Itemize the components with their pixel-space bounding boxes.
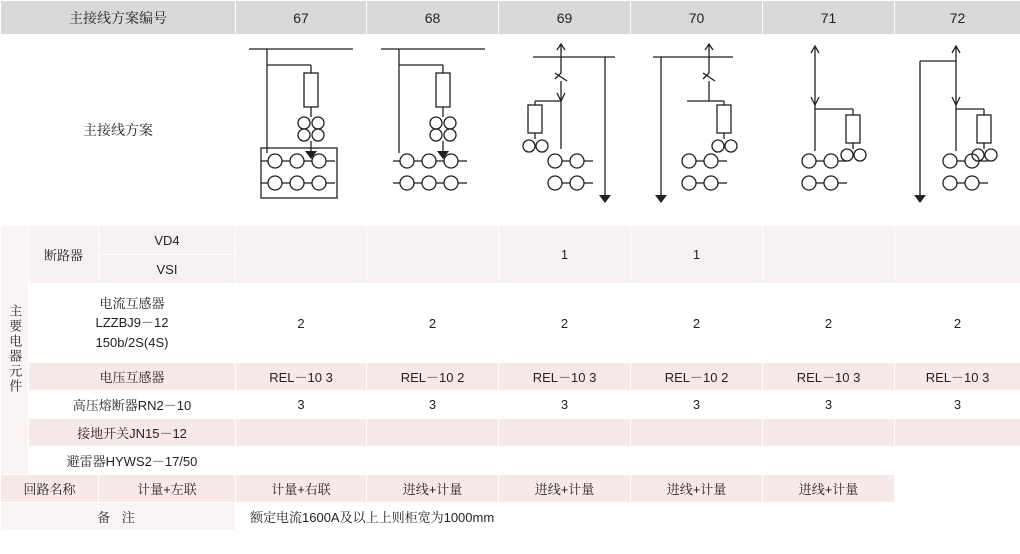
header-col-68: 68 (367, 1, 499, 35)
es-val-69 (499, 419, 631, 447)
circuit-val-68: 计量+右联 (236, 475, 367, 503)
vt-val-69: REL－10 3 (499, 363, 631, 391)
ct-val-67: 2 (236, 284, 367, 363)
es-val-71 (763, 419, 895, 447)
scheme-diagram-row (1, 35, 1020, 226)
note-text: 额定电流1600A及以上上则柜宽为1000mm (236, 503, 1020, 531)
arr-val-70 (631, 447, 763, 475)
scheme-diagram-69 (499, 35, 631, 226)
circuit-val-69: 进线+计量 (367, 475, 499, 503)
earthing-switch-label: 接地开关JN15－12 (29, 419, 236, 447)
breaker-type-vsi: VSI (99, 255, 236, 284)
single-line-diagram-icon (241, 43, 361, 218)
header-col-67: 67 (236, 1, 367, 35)
table-header-row (1, 1, 1020, 35)
circuit-val-70: 进线+计量 (499, 475, 631, 503)
arr-val-72 (895, 447, 1020, 475)
row-note (1, 503, 1020, 531)
single-line-diagram-icon (769, 43, 889, 218)
row-earthing-switch (1, 419, 1020, 447)
arr-val-71 (763, 447, 895, 475)
vt-val-71: REL－10 3 (763, 363, 895, 391)
breaker-val-71 (763, 226, 895, 284)
breaker-val-67 (236, 226, 367, 284)
fuse-val-69: 3 (499, 391, 631, 419)
vt-val-67: REL－10 3 (236, 363, 367, 391)
single-line-diagram-icon (505, 43, 625, 218)
breaker-val-69: 1 (499, 226, 631, 284)
breaker-val-68 (367, 226, 499, 284)
header-col-69: 69 (499, 1, 631, 35)
scheme-diagram-67 (236, 35, 367, 226)
left-group-label: 主要电器元件 (1, 226, 29, 475)
row-circuit-name (1, 475, 1020, 503)
voltage-transformer-label: 电压互感器 (29, 363, 236, 391)
breaker-val-70: 1 (631, 226, 763, 284)
current-transformer-label: 电流互感器 LZZBJ9－12 150b/2S(4S) (29, 284, 236, 363)
scheme-diagram-72 (895, 35, 1020, 226)
ct-val-70: 2 (631, 284, 763, 363)
fuse-val-67: 3 (236, 391, 367, 419)
scheme-diagram-70 (631, 35, 763, 226)
es-val-72 (895, 419, 1020, 447)
circuit-val-67: 计量+左联 (99, 475, 236, 503)
single-line-diagram-icon (373, 43, 493, 218)
breaker-type-vd4: VD4 (99, 226, 236, 255)
row-arrester (1, 447, 1020, 475)
breaker-val-72 (895, 226, 1020, 284)
fuse-val-70: 3 (631, 391, 763, 419)
row-current-transformer (1, 284, 1020, 363)
scheme-diagram-71 (763, 35, 895, 226)
es-val-67 (236, 419, 367, 447)
vt-val-70: REL－10 2 (631, 363, 763, 391)
header-title: 主接线方案编号 (1, 1, 236, 35)
arr-val-68 (367, 447, 499, 475)
vt-val-68: REL－10 2 (367, 363, 499, 391)
scheme-diagram-68 (367, 35, 499, 226)
row-breaker (1, 226, 1020, 255)
scheme-row-label: 主接线方案 (1, 35, 236, 226)
fuse-val-68: 3 (367, 391, 499, 419)
fuse-val-72: 3 (895, 391, 1020, 419)
arrester-label: 避雷器HYWS2－17/50 (29, 447, 236, 475)
arr-val-67 (236, 447, 367, 475)
note-label: 备 注 (1, 503, 236, 531)
es-val-68 (367, 419, 499, 447)
circuit-name-label: 回路名称 (1, 475, 99, 503)
row-hv-fuse (1, 391, 1020, 419)
single-line-diagram-icon (898, 43, 1018, 218)
ct-val-72: 2 (895, 284, 1020, 363)
breaker-label: 断路器 (29, 226, 99, 284)
header-col-71: 71 (763, 1, 895, 35)
ct-val-69: 2 (499, 284, 631, 363)
es-val-70 (631, 419, 763, 447)
ct-val-71: 2 (763, 284, 895, 363)
row-voltage-transformer (1, 363, 1020, 391)
fuse-val-71: 3 (763, 391, 895, 419)
circuit-val-72: 进线+计量 (763, 475, 895, 503)
header-col-72: 72 (895, 1, 1020, 35)
circuit-val-71: 进线+计量 (631, 475, 763, 503)
hv-fuse-label: 高压熔断器RN2－10 (29, 391, 236, 419)
ct-val-68: 2 (367, 284, 499, 363)
arr-val-69 (499, 447, 631, 475)
single-line-diagram-icon (637, 43, 757, 218)
header-col-70: 70 (631, 1, 763, 35)
vt-val-72: REL－10 3 (895, 363, 1020, 391)
